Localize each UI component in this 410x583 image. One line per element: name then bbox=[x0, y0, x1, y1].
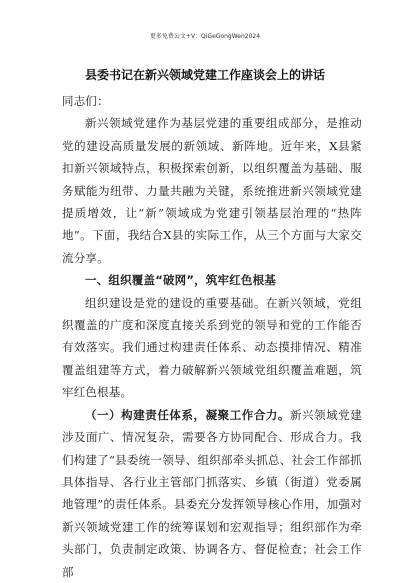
subsection-heading: （一）构建责任体系，凝聚工作合力。 bbox=[85, 407, 290, 422]
salutation: 同志们： bbox=[62, 94, 109, 108]
header-note: 更多免费公文+V：QiGeGongWen2024 bbox=[149, 33, 261, 40]
intro-paragraph: 新兴领域党建作为基层党建的重要组成部分，是推动党的建设高质量发展的新领域、新阵地。近年来，X县紧扣新兴领域特点，积极探索创新，以组织覆盖为基础、服务赋能为纽带、力量共融为关键，系统推进新兴领域党建提质增效，让“新”领域成为党建引领基层治理的“热阵地”。下面，我结合X县的实际工作，从三个方面与大家交流分享。 bbox=[62, 116, 362, 265]
document-title: 县委书记在新兴领域党建工作座谈会上的讲话 bbox=[84, 68, 325, 82]
section-paragraph: 组织建设是党的建设的重要基础。在新兴领域，党组织覆盖的广度和深度直接关系到党的领导和党的工作能否有效落实。我们通过构建责任体系、动态摸排情况、精准覆盖组建等方式，着力破解新兴领域党组织覆盖难题，筑牢红色根基。 bbox=[62, 295, 362, 400]
section-heading: 一、组织覆盖“破网”，筑牢红色根基 bbox=[85, 273, 277, 288]
document-body bbox=[62, 90, 362, 583]
subsection-text: 新兴领域党建涉及面广、情况复杂，需要各方协同配合、形成合力。我们构建了“县委统一领导、组织部牵头抓总、社会工作部抓具体指导、各行业主管部门抓落实、乡镇（街道）党委属地管理”的责任体系。县委充分发挥领导核心作用，加强对新兴领域党建工作的统筹谋划和宏观指导；组织部作为牵头部门，负责制定政策、协调各方、督促检查；社会工作部 bbox=[62, 407, 362, 579]
subsection-paragraph bbox=[62, 404, 362, 583]
